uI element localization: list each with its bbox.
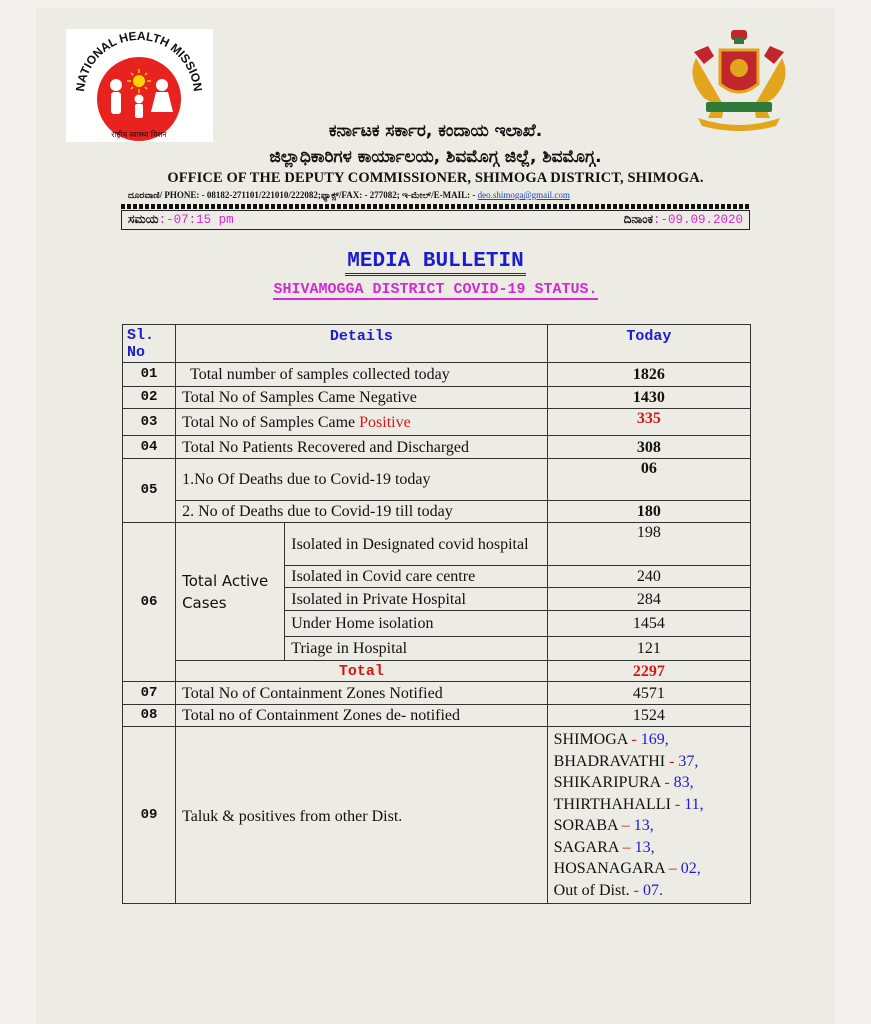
phone-fax-text: ದೂರವಾಣಿ/ PHONE: - 08182-271101/221010/222082;ಫ್ಯಾಕ್ಸ್/FAX: - 277082; ಇ-ಮೇಲ್/E-MAIL: - <box>128 190 478 200</box>
taluk-sep: - <box>629 881 643 899</box>
taluk-count: 169, <box>640 731 669 748</box>
svg-text:NATIONAL HEALTH MISSION: NATIONAL HEALTH MISSION <box>73 29 205 93</box>
time-value: :-07:15 pm <box>158 213 234 227</box>
bulletin-subtitle-wrap <box>0 280 871 298</box>
sub-row-value: 1454 <box>547 611 750 637</box>
total-label: Total <box>176 661 548 682</box>
row-label: 1.No Of Deaths due to Covid-19 today <box>176 459 548 501</box>
list-item <box>554 837 744 859</box>
taluk-count: 83, <box>673 774 694 791</box>
taluk-count: 37, <box>678 752 699 770</box>
kannada-govt-heading: ಕರ್ನಾಟಕ ಸರ್ಕಾರ, ಕಂದಾಯ ಇಲಾಖೆ. <box>328 121 543 141</box>
row-sl: 05 <box>123 459 176 523</box>
taluk-sep: - <box>670 795 685 813</box>
taluk-name: HOSANAGARA <box>553 860 665 877</box>
taluk-count: 13, <box>634 838 655 856</box>
row-sl: 09 <box>123 727 176 904</box>
sub-row-label: Isolated in Private Hospital <box>285 588 547 611</box>
active-cases-group-label: Total Active Cases <box>176 523 285 661</box>
total-value: 2297 <box>547 661 750 682</box>
taluk-name: THIRTHAHALLI <box>553 795 671 813</box>
taluk-sep: - <box>627 731 641 748</box>
list-item <box>554 751 744 773</box>
row-sl: 04 <box>123 436 176 459</box>
row-value: 06 <box>547 459 750 501</box>
table-row <box>123 409 751 436</box>
time-date-box <box>121 210 750 230</box>
row-sl: 01 <box>123 363 176 387</box>
taluk-count: 07. <box>642 881 663 899</box>
office-heading: OFFICE OF THE DEPUTY COMMISSIONER, SHIMOGA DISTRICT, SHIMOGA. <box>167 170 704 186</box>
taluk-sep: – <box>664 860 681 877</box>
taluk-sep: – <box>617 817 634 834</box>
date-label: ದಿನಾಂಕ <box>623 212 653 226</box>
sub-row-value: 284 <box>547 588 750 611</box>
taluk-name: Out of Dist. <box>553 881 630 899</box>
row-label: Total No of Containment Zones Notified <box>176 682 548 705</box>
header-details: Details <box>176 325 548 363</box>
date-field <box>624 212 743 227</box>
row-sl: 08 <box>123 705 176 727</box>
table-row <box>123 705 751 727</box>
row-label: Taluk & positives from other Dist. <box>176 727 548 904</box>
row-value: 180 <box>547 501 750 523</box>
taluk-sep: - <box>665 752 679 770</box>
table-row <box>123 523 751 566</box>
karnataka-emblem-icon <box>676 28 802 134</box>
row-sl: 03 <box>123 409 176 436</box>
sub-row-value: 240 <box>547 566 750 588</box>
table-row <box>123 387 751 409</box>
time-field <box>128 212 234 227</box>
taluk-list <box>547 727 750 904</box>
sub-row-label: Isolated in Covid care centre <box>285 566 547 588</box>
table-row <box>123 682 751 705</box>
row-value: 1524 <box>547 705 750 727</box>
row-value: 335 <box>547 409 750 436</box>
row-label: Total No of Samples Came Negative <box>176 387 548 409</box>
row-sl: 02 <box>123 387 176 409</box>
list-item <box>554 815 744 837</box>
list-item <box>554 794 744 816</box>
row-label: Total No Patients Recovered and Discharged <box>176 436 548 459</box>
row-value: 1430 <box>547 387 750 409</box>
sub-row-label: Under Home isolation <box>285 611 547 637</box>
list-item <box>554 729 744 751</box>
sub-row-value: 121 <box>547 637 750 661</box>
table-row <box>123 363 751 387</box>
taluk-name: SHIKARIPURA <box>553 774 661 791</box>
sub-row-label: Isolated in Designated covid hospital <box>285 523 547 566</box>
positive-word: Positive <box>359 413 411 431</box>
taluk-name: SHIMOGA <box>553 731 628 748</box>
table-row <box>123 436 751 459</box>
taluk-name: SORABA <box>553 817 618 834</box>
list-item <box>554 880 744 902</box>
taluk-count: 11, <box>684 795 704 813</box>
table-header-row <box>123 325 751 363</box>
header-today: Today <box>547 325 750 363</box>
row-label-text: Total No of Samples Came <box>182 413 360 431</box>
taluk-sep: - <box>660 774 674 791</box>
kannada-office-heading: ಜಿಲ್ಲಾಧಿಕಾರಿಗಳ ಕಾರ್ಯಾಲಯ, ಶಿವಮೊಗ್ಗ ಜಿಲ್ಲೆ, ಶಿವಮೊಗ್ಗ. <box>269 147 602 167</box>
row-label: Total no of Containment Zones de- notified <box>176 705 548 727</box>
time-label: ಸಮಯ <box>128 212 159 226</box>
taluk-count: 02, <box>680 860 701 877</box>
row-sl: 06 <box>123 523 176 682</box>
taluk-count: 13, <box>633 817 654 834</box>
taluk-name: SAGARA <box>553 838 619 856</box>
header-sl: Sl. No <box>123 325 176 363</box>
row-value: 4571 <box>547 682 750 705</box>
row-label <box>176 409 548 436</box>
contact-line <box>128 190 570 201</box>
date-value: :-09.09.2020 <box>652 213 743 227</box>
sub-row-label: Triage in Hospital <box>285 637 547 661</box>
covid-status-table <box>122 324 751 904</box>
taluk-name: BHADRAVATHI <box>553 752 666 770</box>
list-item <box>554 858 744 880</box>
row-label: Total number of samples collected today <box>176 363 548 387</box>
taluk-sep: – <box>618 838 635 856</box>
table-row <box>123 661 751 682</box>
table-row <box>123 501 751 523</box>
bulletin-subtitle: SHIVAMOGGA DISTRICT COVID-19 STATUS. <box>273 281 598 298</box>
table-row <box>123 459 751 501</box>
row-value: 1826 <box>547 363 750 387</box>
row-label: 2. No of Deaths due to Covid-19 till today <box>176 501 548 523</box>
row-value: 308 <box>547 436 750 459</box>
row-sl: 07 <box>123 682 176 705</box>
bulletin-title: MEDIA BULLETIN <box>345 250 525 276</box>
list-item <box>554 772 744 794</box>
table-row <box>123 727 751 904</box>
bulletin-title-wrap <box>0 250 871 273</box>
sub-row-value: 198 <box>547 523 750 566</box>
dashed-divider <box>121 204 750 209</box>
nhm-hindi-text: राष्ट्रीय स्वास्थ्य मिशन <box>111 130 167 139</box>
email-link[interactable]: deo.shimoga@gmail.com <box>477 190 570 200</box>
